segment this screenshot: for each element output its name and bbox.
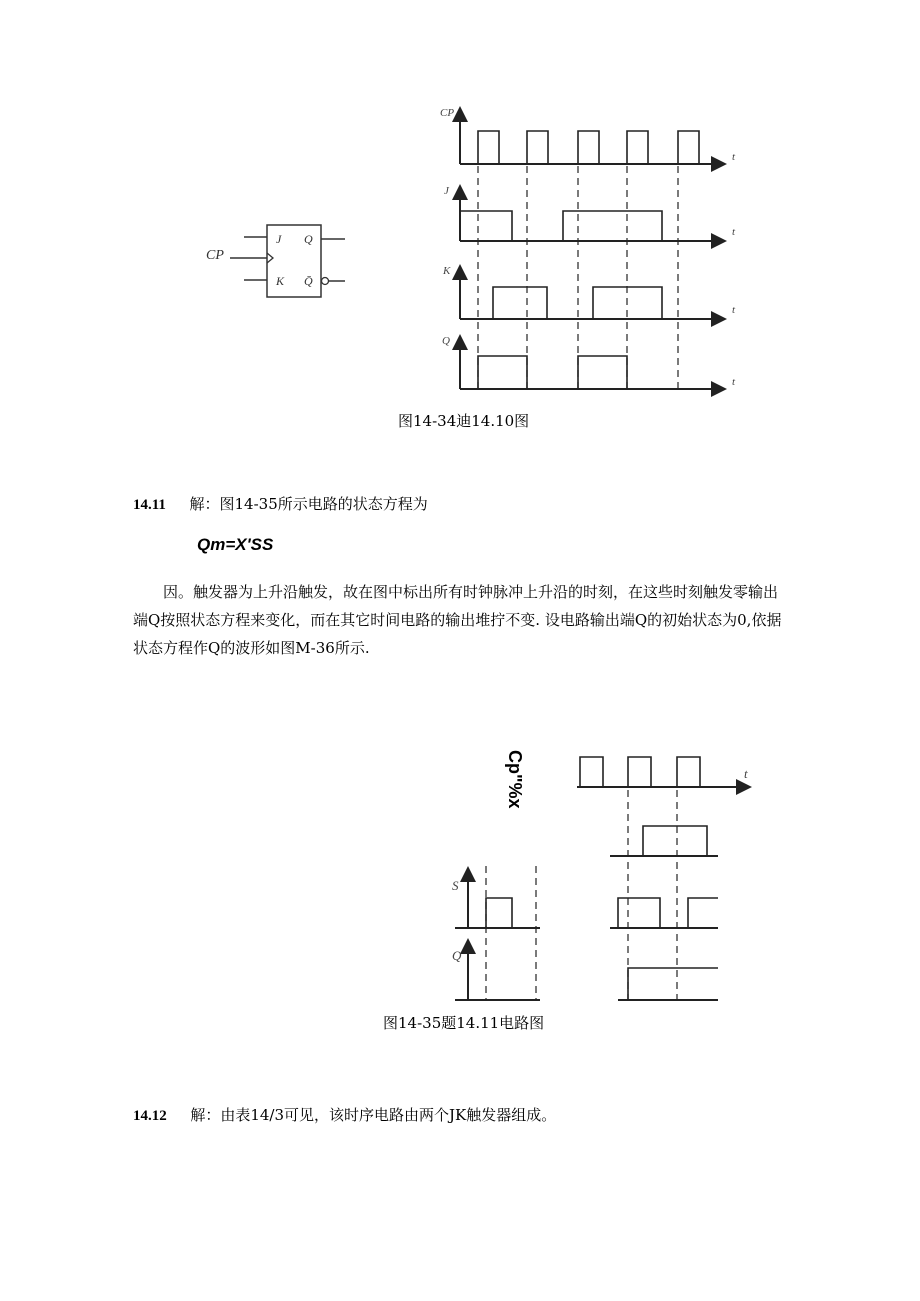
time-label: t xyxy=(732,304,736,316)
q-label: Q xyxy=(452,948,462,963)
time-label: t xyxy=(732,376,736,388)
wave-label-k: K xyxy=(443,265,451,277)
cp-input-label: CP xyxy=(206,248,224,263)
q-waveform xyxy=(478,356,527,389)
state-equation: Qm=X'SS xyxy=(197,535,274,554)
wave-label-q: Q xyxy=(442,335,450,347)
problem-intro: 解：图14-35所示电路的状态方程为 xyxy=(189,495,428,513)
qbar-output-label: Q̄ xyxy=(304,274,313,288)
jk-flipflop-symbol xyxy=(200,215,360,305)
problem-number: 14.12 xyxy=(133,1108,167,1124)
j-waveform xyxy=(460,211,512,241)
wave-label-j: J xyxy=(444,185,449,197)
k-input-label: K xyxy=(276,274,285,288)
time-label: t xyxy=(732,226,736,238)
q-output-label: Q xyxy=(304,232,313,246)
figure-caption-14-34: 图14-34迪14.10图 xyxy=(398,412,530,430)
t-label: t xyxy=(744,766,748,781)
s-label: S xyxy=(452,878,459,893)
wave-label-cp: CP xyxy=(440,107,455,119)
figure-caption-14-35: 图14-35题14.11电路图 xyxy=(383,1014,545,1032)
cp-waveform xyxy=(460,131,720,164)
k-waveform xyxy=(493,287,547,319)
time-label: t xyxy=(732,151,736,163)
circuit-diagram-14-35 xyxy=(440,738,760,1010)
timing-diagram-14-34 xyxy=(430,98,750,400)
problem-14-11-heading xyxy=(133,490,428,519)
rotated-cp-label: Cp"%x xyxy=(505,750,525,809)
problem-intro: 解：由表14/3可见，该时序电路由两个JK触发器组成。 xyxy=(190,1106,557,1124)
problem-14-12-heading xyxy=(133,1101,556,1130)
problem-number: 14.11 xyxy=(133,497,166,513)
problem-14-11-body: 因。触发器为上升沿触发，故在图中标出所有时钟脉冲上升沿的时刻，在这些时刻触发零输出端Q按照状态方程来变化，而在其它时间电路的输出堆拧不变. 设电路输出端Q的初始状态为0,依据状态方程作Q的波形如图M-36所示. xyxy=(133,583,782,657)
j-input-label: J xyxy=(276,232,282,246)
